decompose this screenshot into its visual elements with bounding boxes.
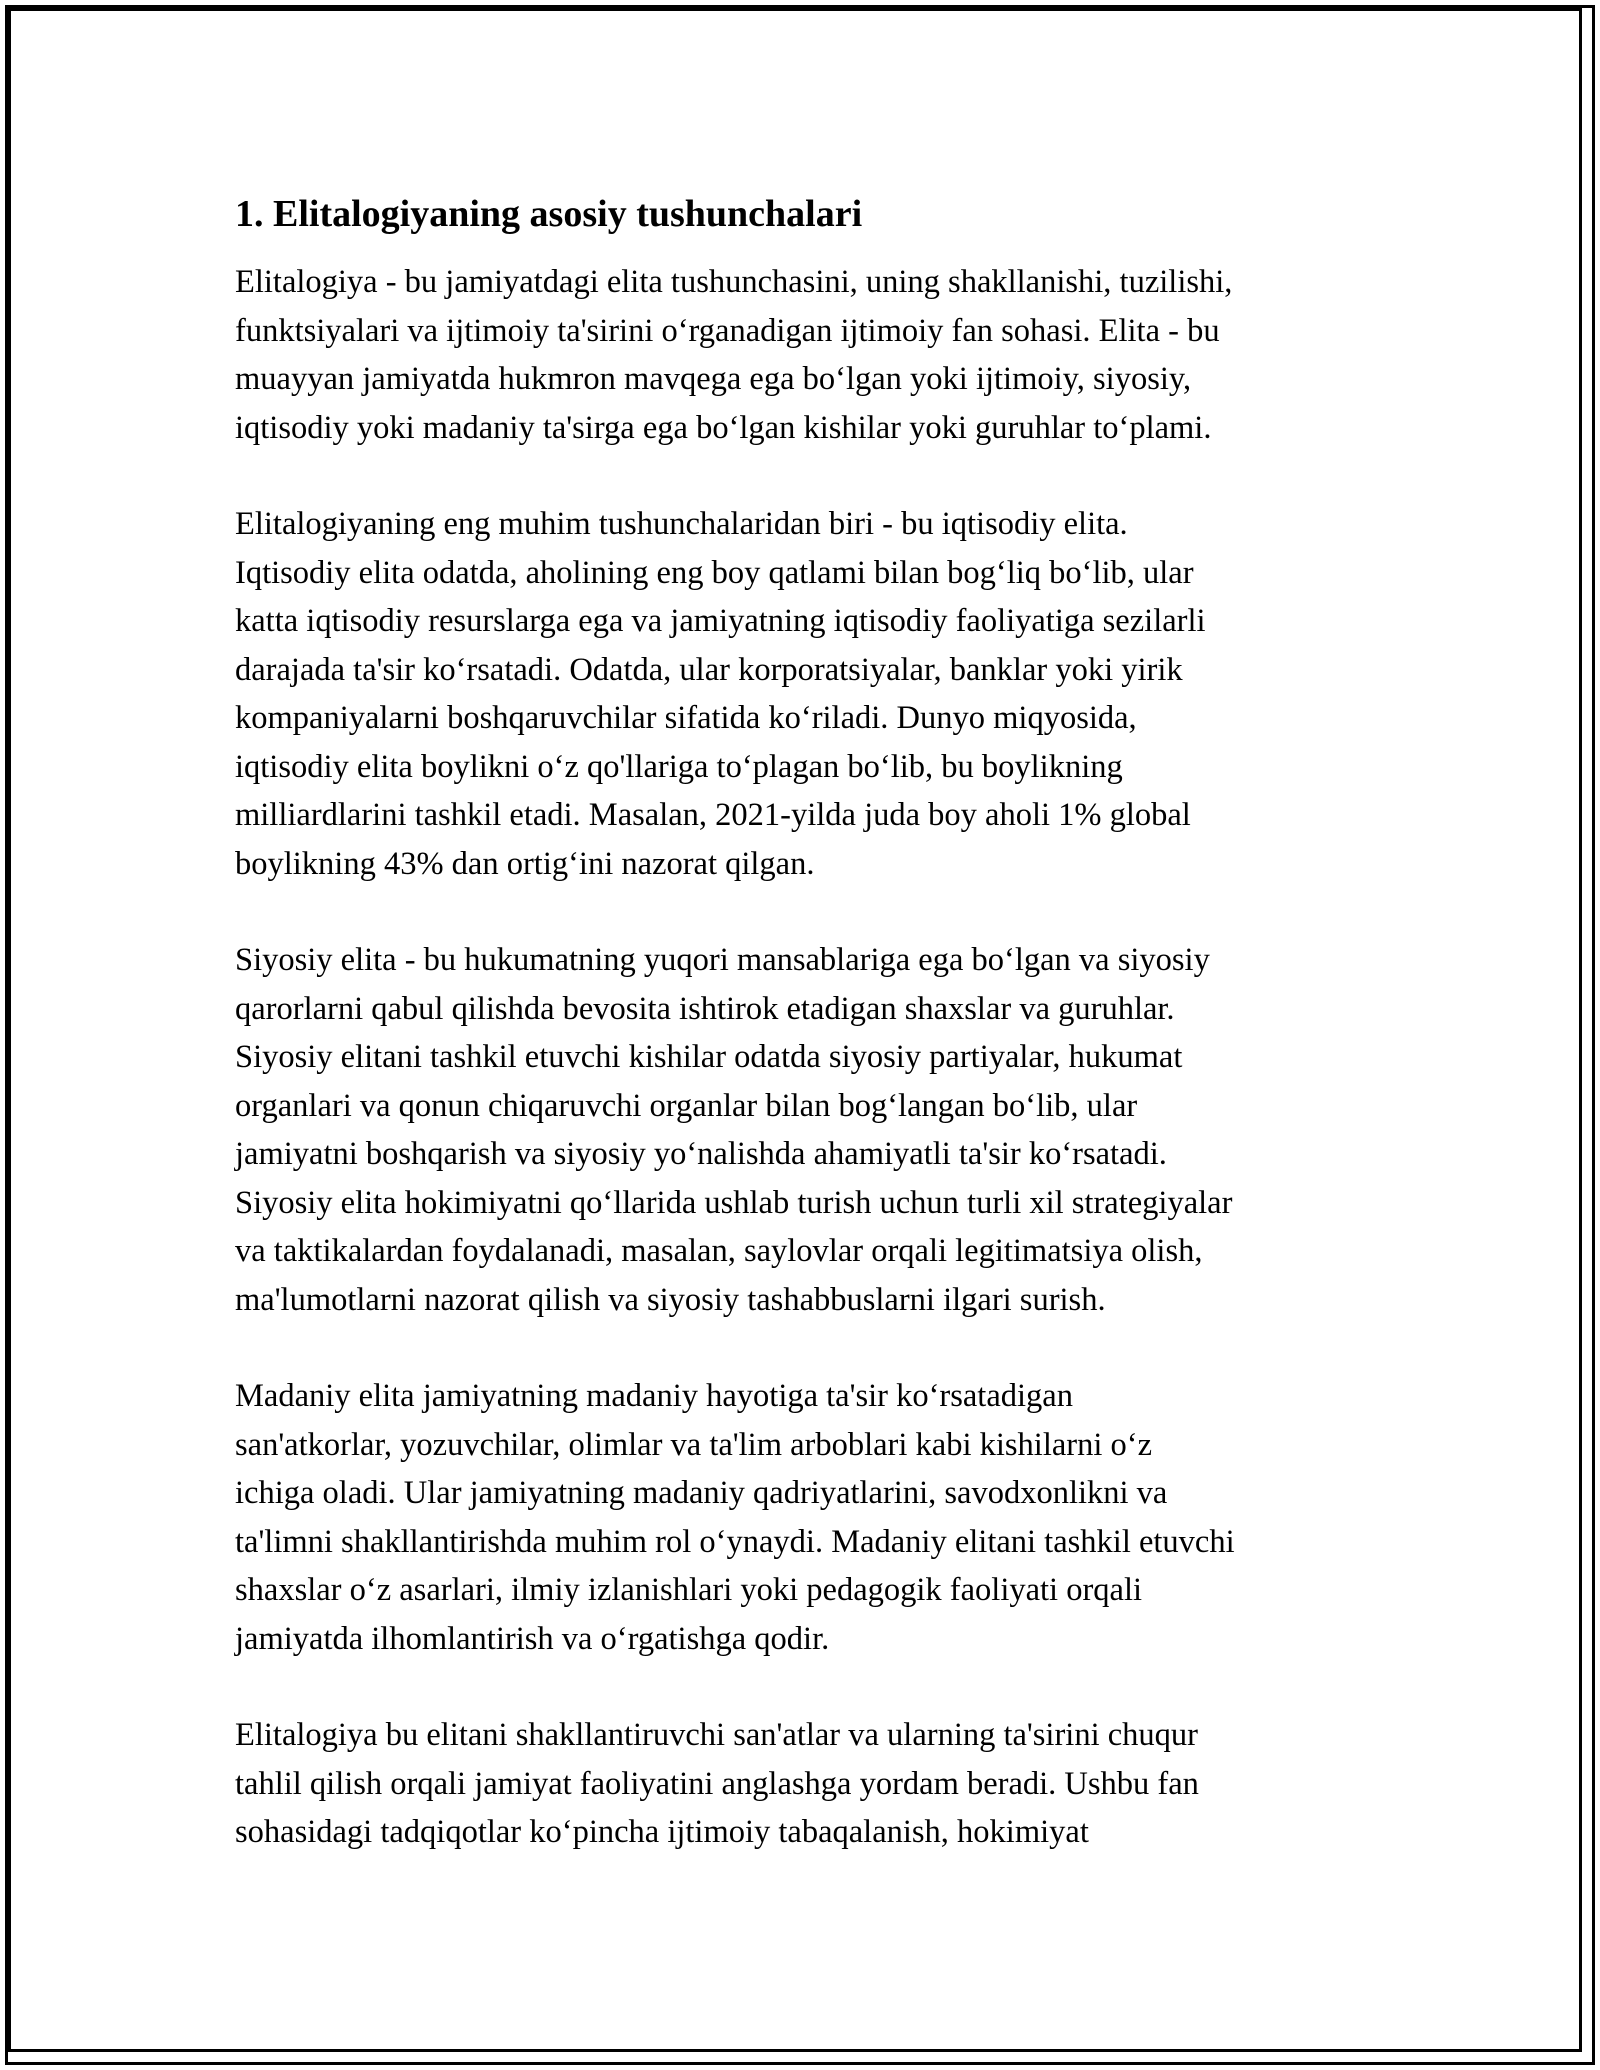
paragraph — [235, 936, 1370, 1324]
paragraph-line: Madaniy elita jamiyatning madaniy hayotiga ta'sir ko‘rsatadigan — [235, 1378, 1073, 1414]
paragraph-line: funktsiyalari va ijtimoiy ta'sirini o‘rganadigan ijtimoiy fan sohasi. Elita - bu — [235, 312, 1220, 349]
paragraph-line: Elitalogiyaning eng muhim tushunchalaridan biri - bu iqtisodiy elita. — [235, 506, 1128, 542]
paragraph-line: ichiga oladi. Ular jamiyatning madaniy qadriyatlarini, savodxonlikni va — [235, 1475, 1168, 1511]
paragraph-line: sohasidagi tadqiqotlar ko‘pincha ijtimoiy tabaqalanish, hokimiyat — [235, 1814, 1089, 1850]
paragraph-line: tahlil qilish orqali jamiyat faoliyatini anglashga yordam beradi. Ushbu fan — [235, 1765, 1199, 1802]
paragraph-line: katta iqtisodiy resurslarga ega va jamiyatning iqtisodiy faoliyatiga sezilarli — [235, 603, 1206, 639]
paragraph-line: Siyosiy elita - bu hukumatning yuqori mansablariga ega bo‘lgan va siyosiy — [235, 942, 1210, 978]
paragraph-line: Iqtisodiy elita odatda, aholining eng boy qatlami bilan bog‘liq bo‘lib, ular — [235, 554, 1194, 591]
paragraph-line: san'atkorlar, yozuvchilar, olimlar va ta'lim arboblari kabi kishilarni o‘z — [235, 1426, 1152, 1463]
paragraph-line: kompaniyalarni boshqaruvchilar sifatida ko‘riladi. Dunyo miqyosida, — [235, 700, 1137, 736]
page-title: 1. Elitalogiyaning asosiy tushunchalari — [235, 193, 863, 235]
paragraph-line: qarorlarni qabul qilishda bevosita ishtirok etadigan shaxslar va guruhlar. — [235, 990, 1175, 1027]
paragraph-line: jamiyatni boshqarish va siyosiy yo‘nalishda ahamiyatli ta'sir ko‘rsatadi. — [235, 1136, 1167, 1172]
paragraph-line: jamiyatda ilhomlantirish va o‘rgatishga qodir. — [235, 1620, 830, 1657]
paragraph-line: milliardlarini tashkil etadi. Masalan, 2021-yilda juda boy aholi 1% global — [235, 797, 1191, 833]
paragraph-line: organlari va qonun chiqaruvchi organlar bilan bog‘langan bo‘lib, ular — [235, 1087, 1138, 1124]
paragraph-line: ta'limni shakllantirishda muhim rol o‘ynaydi. Madaniy elitani tashkil etuvchi — [235, 1523, 1235, 1560]
paragraph-line: iqtisodiy elita boylikni o‘z qo'llariga to‘plagan bo‘lib, bu boylikning — [235, 748, 1123, 785]
paragraph-line: Elitalogiya - bu jamiyatdagi elita tushunchasini, uning shakllanishi, tuzilishi, — [235, 264, 1233, 300]
paragraph-line: darajada ta'sir ko‘rsatadi. Odatda, ular korporatsiyalar, banklar yoki yirik — [235, 651, 1183, 688]
paragraph — [235, 500, 1370, 888]
paragraph-line: Siyosiy elita hokimiyatni qo‘llarida ushlab turish uchun turli xil strategiyalar — [235, 1184, 1233, 1221]
paragraph — [235, 1711, 1370, 1857]
paragraph — [235, 1372, 1370, 1663]
paragraph-line: iqtisodiy yoki madaniy ta'sirga ega bo‘lgan kishilar yoki guruhlar to‘plami. — [235, 409, 1212, 446]
paragraph-line: Elitalogiya bu elitani shakllantiruvchi san'atlar va ularning ta'sirini chuqur — [235, 1717, 1198, 1753]
document-body — [235, 188, 1370, 1905]
paragraph-line: ma'lumotlarni nazorat qilish va siyosiy tashabbuslarni ilgari surish. — [235, 1281, 1106, 1318]
paragraph-line: va taktikalardan foydalanadi, masalan, saylovlar orqali legitimatsiya olish, — [235, 1233, 1203, 1269]
paragraph — [235, 258, 1370, 452]
paragraph-line: muayyan jamiyatda hukmron mavqega ega bo‘lgan yoki ijtimoiy, siyosiy, — [235, 361, 1192, 397]
paragraph-line: shaxslar o‘z asarlari, ilmiy izlanishlari yoki pedagogik faoliyati orqali — [235, 1572, 1143, 1608]
paragraph-line: Siyosiy elitani tashkil etuvchi kishilar odatda siyosiy partiyalar, hukumat — [235, 1039, 1183, 1075]
paragraph-line: boylikning 43% dan ortig‘ini nazorat qilgan. — [235, 845, 815, 882]
paragraph-list — [235, 258, 1370, 1857]
